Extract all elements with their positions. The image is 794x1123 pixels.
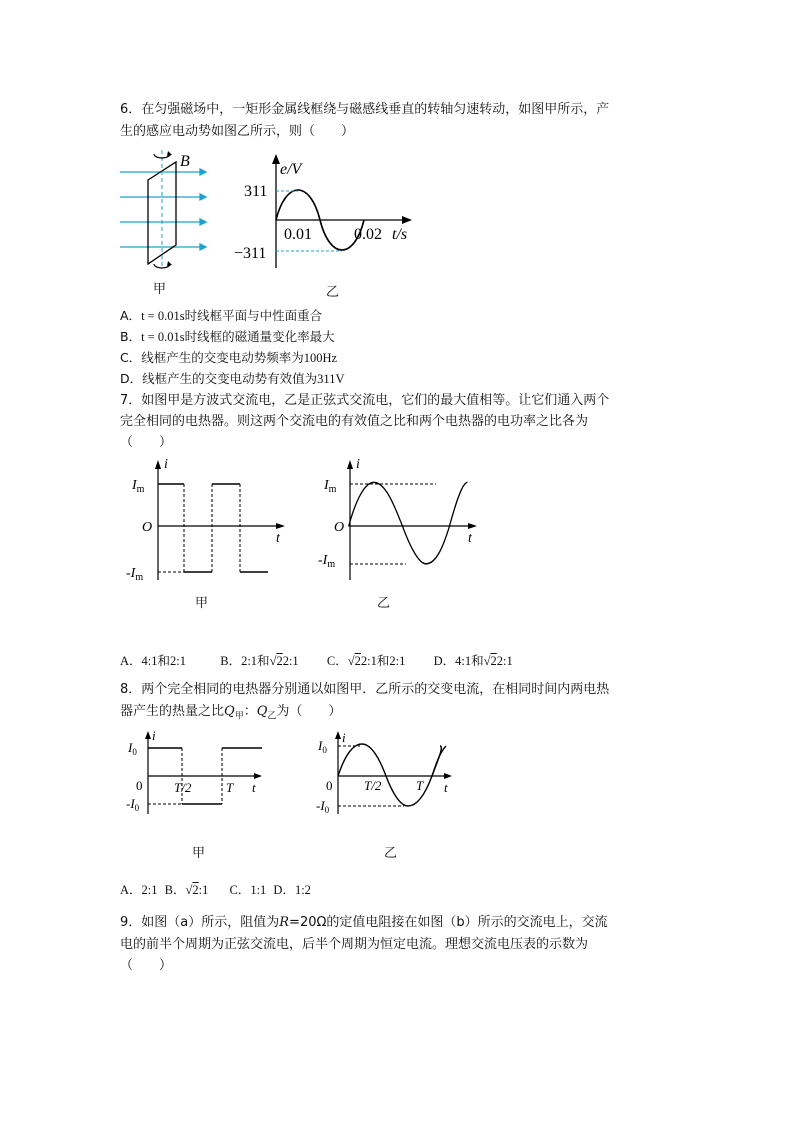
q7-option-d[interactable]: D．4:1和√22:1 <box>433 654 513 668</box>
svg-text:I0: $I_0$ <box>128 740 137 757</box>
svg-text:T: T <box>226 780 234 795</box>
x-label: t/s <box>392 226 408 243</box>
svg-text:i: i <box>342 730 346 745</box>
q8-option-b[interactable]: B．√2:1 <box>164 883 209 897</box>
q7-caption-yi: 乙 <box>377 596 391 611</box>
x-tick-1: 0.01 <box>284 226 312 243</box>
q9-stem-line2: 电的前半个周期为正弦交流电，后半个周期为恒定电流。理想交流电压表的示数为 <box>120 937 589 952</box>
q6-option-b[interactable]: B．t = 0.01s时线框的磁通量变化率最大 <box>120 329 335 344</box>
q6-caption-jia: 甲 <box>153 282 167 297</box>
q7-figure-yi <box>318 456 486 586</box>
q6-figure-yi <box>230 150 420 270</box>
q6-option-a[interactable]: A．t = 0.01s时线框平面与中性面重合 <box>120 308 323 323</box>
q8-stem-line1: 8．两个完全相同的电热器分别通以如图甲．乙所示的交变电流，在相同时间内两电热 <box>120 682 610 697</box>
q6-stem-line2: 生的感应电动势如图乙所示，则（ ） <box>120 124 355 139</box>
q8-stem-line2: 器产生的热量之比$Q_甲$：$Q_乙$为（ ） <box>120 704 342 722</box>
q6-option-c[interactable]: C．线框产生的交变电动势频率为100Hz <box>120 350 338 365</box>
q8-caption-yi: 乙 <box>384 846 398 861</box>
square-wave <box>158 484 268 572</box>
q8-option-c[interactable]: C．1:1 <box>229 883 267 897</box>
svg-text:-I0: $-I_0$ <box>126 796 140 813</box>
svg-text:T: T <box>416 778 424 793</box>
y-label: e/V <box>280 161 302 178</box>
y-min: −311 <box>234 245 267 262</box>
svg-text:I0: $I_0$ <box>318 738 327 755</box>
svg-text:-Im: $-I_m$ <box>126 566 144 583</box>
svg-text:t: t <box>468 531 472 546</box>
svg-text:i: i <box>356 457 360 472</box>
q8-option-a[interactable]: A．2:1 <box>120 883 158 897</box>
svg-text:i: i <box>152 728 156 743</box>
q8-caption-jia: 甲 <box>192 846 206 861</box>
q7-stem-line3: （ ） <box>120 435 173 450</box>
q6-caption-yi: 乙 <box>326 285 340 300</box>
q8-figure-yi <box>316 730 466 820</box>
q7-options <box>120 651 513 669</box>
q7-stem-line2: 完全相同的电热器。则这两个交流电的有效值之比和两个电热器的电功率之比各为 <box>120 414 589 429</box>
svg-text:0: 0 <box>136 778 143 793</box>
q8-option-d[interactable]: D．1:2 <box>273 883 311 897</box>
svg-text:T/2: T/2 <box>174 780 192 795</box>
q7-option-a[interactable]: A．4:1和2:1 <box>120 654 186 668</box>
q8-sine-curve <box>338 744 441 806</box>
svg-text:Im: $I_m$ <box>132 478 145 495</box>
q7-stem-line1: 7．如图甲是方波式交流电，乙是正弦式交流电，它们的最大值相等。让它们通入两个 <box>120 393 610 408</box>
q6-figure-jia <box>110 142 220 272</box>
q6-stem-line1: 6．在匀强磁场中，一矩形金属线框绕与磁感线垂直的转轴匀速转动，如图甲所示，产 <box>120 102 610 117</box>
q9-stem-line1: 9．如图（a）所示，阻值为R=20Ω的定值电阻接在如图（b）所示的交流电上，交流 <box>120 915 608 930</box>
q7-option-c[interactable]: C．√22:1和2:1 <box>326 654 406 668</box>
svg-text:t: t <box>252 780 256 795</box>
svg-text:-Im: $-I_m$ <box>318 553 336 570</box>
q8-options <box>120 880 311 898</box>
svg-text:-I0: $-I_0$ <box>316 798 330 815</box>
q9-stem-line3: （ ） <box>120 958 173 973</box>
q7-figure-jia <box>126 456 290 586</box>
origin-label: O <box>142 520 153 535</box>
q7-caption-jia: 甲 <box>195 596 209 611</box>
y-axis-label: i <box>164 457 168 472</box>
sine-wave <box>350 481 444 562</box>
svg-text:t: t <box>444 780 448 795</box>
q7-option-b[interactable]: B．2:1和√22:1 <box>220 654 299 668</box>
y-max: 311 <box>244 183 268 200</box>
svg-text:T/2: T/2 <box>364 778 382 793</box>
svg-text:O: O <box>334 520 345 535</box>
sine-curve <box>349 482 468 563</box>
q6-option-d[interactable]: D．线框产生的交变电动势有效值为311V <box>120 371 345 386</box>
svg-text:Im: $I_m$ <box>324 478 337 495</box>
svg-text:0: 0 <box>326 778 333 793</box>
label-B: B <box>180 153 190 170</box>
x-tick-2: 0.02 <box>354 226 382 243</box>
q8-figure-jia <box>124 730 274 820</box>
x-axis-label: t <box>276 531 280 546</box>
